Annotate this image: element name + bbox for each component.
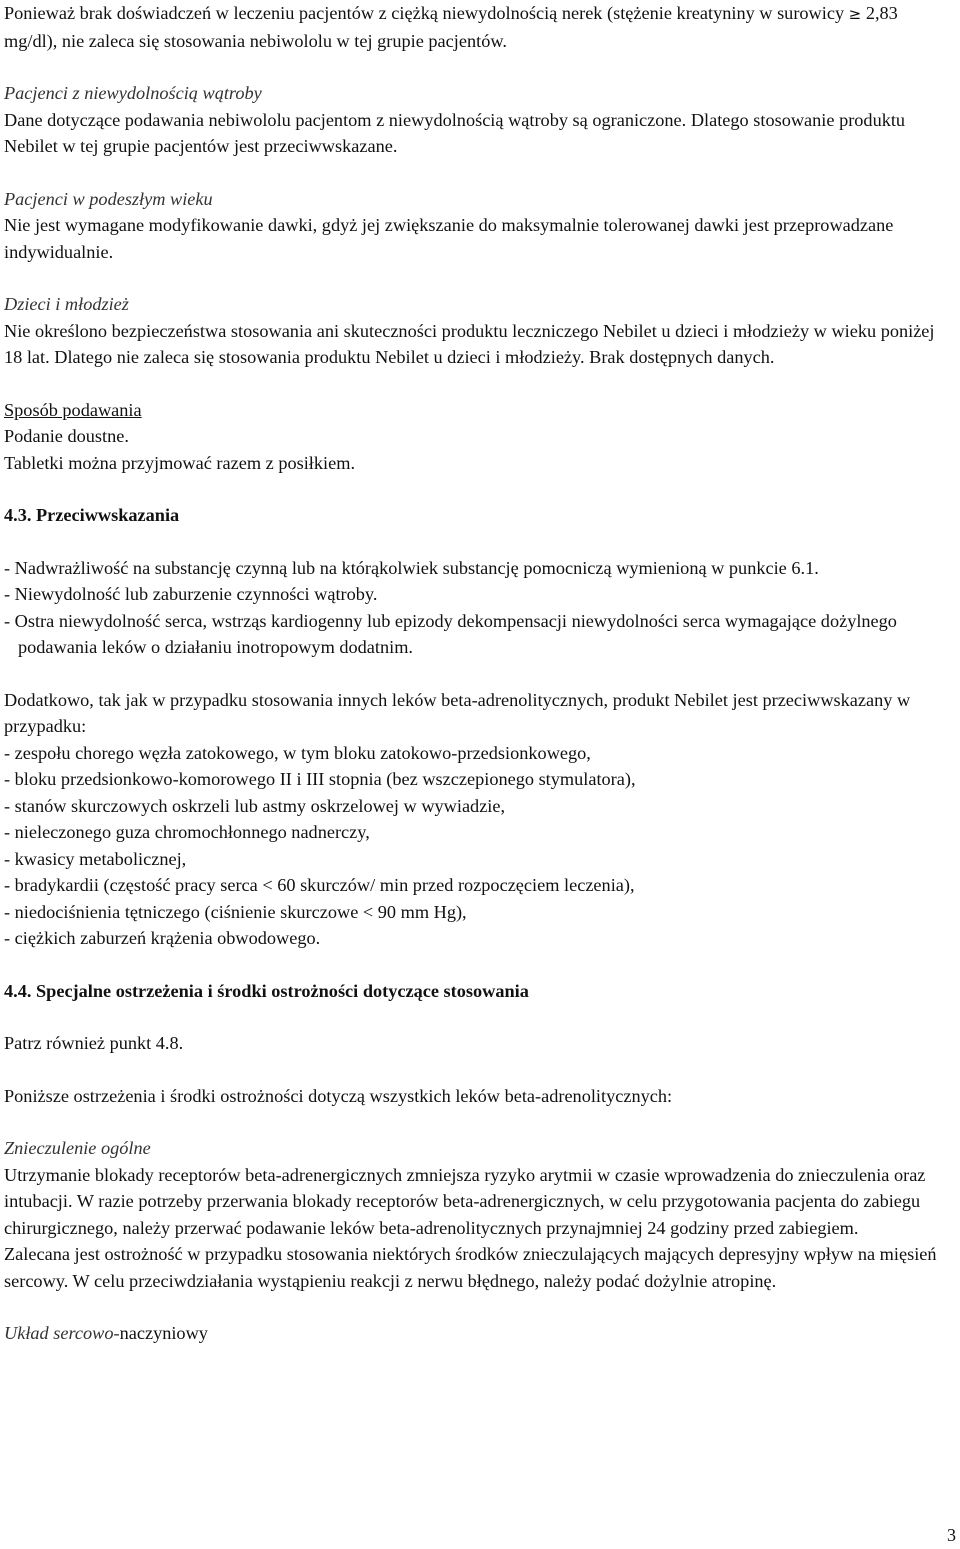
intro-paragraph xyxy=(4,0,954,54)
contraindications-heading: 4.3. Przeciwwskazania xyxy=(4,505,180,525)
cardiovascular-heading xyxy=(4,1320,954,1347)
contraindication-item: - Ostra niewydolność serca, wstrząs kardiogenny lub epizody dekompensacji niewydolności serca wymagające dożylnego podawania leków o działaniu inotropowym dodatnim. xyxy=(4,610,897,657)
elderly-heading: Pacjenci w podeszłym wieku xyxy=(4,188,213,209)
additional-item: - ciężkich zaburzeń krążenia obwodowego. xyxy=(4,928,321,948)
intro-text-b: 2,83 mg/dl), nie zaleca się stosowania nebiwololu w tej grupie pacjentów. xyxy=(4,3,898,51)
anaesthesia-text-1: Utrzymanie blokady receptorów beta-adrenergicznych zmniejsza ryzyko arytmii w czasie wprowadzenia do znieczulenia oraz intubacji. W razie potrzeby przerwania blokady receptorów beta-adrenergicznych, w celu przygotowania pacjenta do zabiegu chirurgicznego, należy przerwać podawanie leków beta-adrenolitycznych przynajmniej 24 godziny przed zabiegiem. xyxy=(4,1164,926,1238)
additional-item: - zespołu chorego węzła zatokowego, w tym bloku zatokowo-przedsionkowego, xyxy=(4,742,591,763)
contraindication-item: - Nadwrażliwość na substancję czynną lub na którąkolwiek substancję pomocniczą wymienioną w punkcie 6.1. xyxy=(4,557,819,578)
administration-line-2: Tabletki można przyjmować razem z posiłkiem. xyxy=(4,452,356,473)
children-text: Nie określono bezpieczeństwa stosowania ani skuteczności produktu leczniczego Nebilet u dzieci i młodzieży w wieku poniżej 18 lat. Dlatego nie zaleca się stosowania produktu Nebilet u dzieci i młodzieży. Brak dostępnych danych. xyxy=(4,320,935,367)
additional-item: - nieleczonego guza chromochłonnego nadnerczy, xyxy=(4,822,370,842)
page-number: 3 xyxy=(947,1525,956,1545)
contraindication-item: - Niewydolność lub zaburzenie czynności wątroby. xyxy=(4,584,378,604)
intro-text-a: Ponieważ brak doświadczeń w leczeniu pacjentów z ciężką niewydolnością nerek (stężenie kreatyniny w surowicy xyxy=(4,3,849,23)
elderly-text: Nie jest wymagane modyfikowanie dawki, gdyż jej zwiększanie do maksymalnie tolerowanej dawki jest przeprowadzane indywidualnie. xyxy=(4,215,894,262)
greater-equal-symbol: ≥ xyxy=(848,5,862,23)
warnings-heading: 4.4. Specjalne ostrzeżenia i środki ostrożności dotyczące stosowania xyxy=(4,980,529,1001)
additional-item: - bloku przedsionkowo-komorowego II i III stopnia (bez wszczepionego stymulatora), xyxy=(4,769,636,789)
cardiovascular-heading-rest: naczyniowy xyxy=(119,1323,208,1343)
anaesthesia-text-2: Zalecana jest ostrożność w przypadku stosowania niektórych środków znieczulających mających depresyjny wpływ na mięsień sercowy. W celu przeciwdziałania wystąpieniu reakcji z nerwu błędnego, należy podać dożylnie atropinę. xyxy=(4,1244,937,1291)
additional-item: - kwasicy metabolicznej, xyxy=(4,848,187,869)
additional-item: - bradykardii (częstość pracy serca < 60 skurczów/ min przed rozpoczęciem leczenia), xyxy=(4,875,635,895)
liver-text: Dane dotyczące podawania nebiwololu pacjentom z niewydolnością wątroby są ograniczone. Dlatego stosowanie produktu Nebilet w tej grupie pacjentów jest przeciwwskazane. xyxy=(4,109,906,156)
administration-heading: Sposób podawania xyxy=(4,399,142,420)
warnings-general-intro: Poniższe ostrzeżenia i środki ostrożności dotyczą wszystkich leków beta-adrenolitycznych: xyxy=(4,1085,673,1106)
cardiovascular-heading-italic: Układ sercowo- xyxy=(4,1323,120,1343)
administration-line-1: Podanie doustne. xyxy=(4,426,129,446)
anaesthesia-heading: Znieczulenie ogólne xyxy=(4,1138,151,1158)
additional-contraindications-intro: Dodatkowo, tak jak w przypadku stosowania innych leków beta-adrenolitycznych, produkt Nebilet jest przeciwwskazany w przypadku: xyxy=(4,689,911,736)
children-heading: Dzieci i młodzież xyxy=(4,294,129,314)
additional-item: - stanów skurczowych oskrzeli lub astmy oskrzelowej w wywiadzie, xyxy=(4,795,506,816)
see-also-text: Patrz również punkt 4.8. xyxy=(4,1033,184,1053)
liver-heading: Pacjenci z niewydolnością wątroby xyxy=(4,83,262,103)
additional-item: - niedociśnienia tętniczego (ciśnienie skurczowe < 90 mm Hg), xyxy=(4,901,467,922)
document-page xyxy=(4,0,954,1347)
